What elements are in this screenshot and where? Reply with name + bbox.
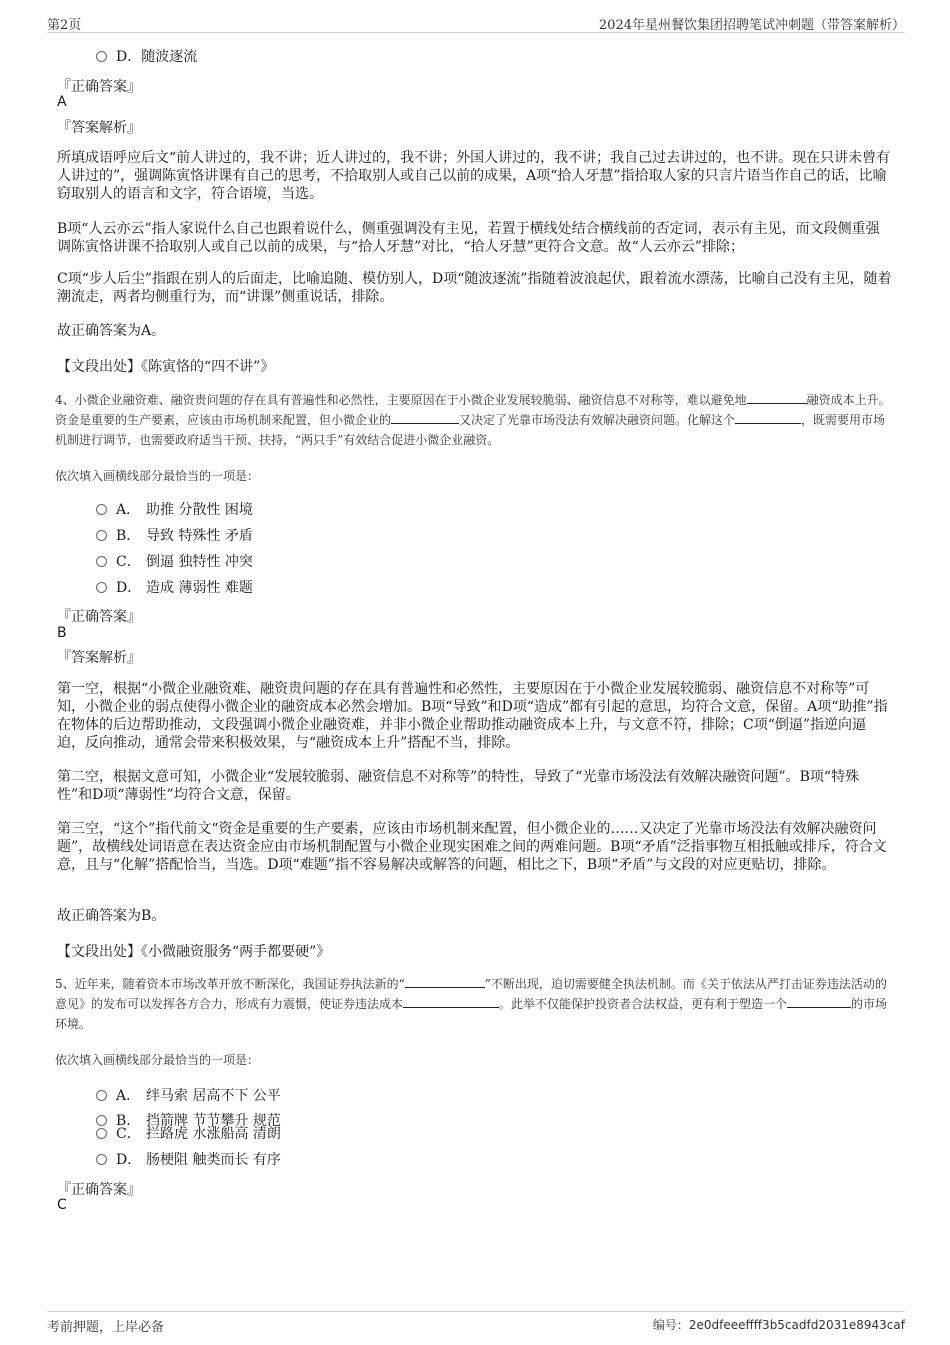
radio-icon[interactable] <box>96 556 107 567</box>
blank-line <box>403 995 499 1008</box>
q3-option-d[interactable]: D．随波逐流 <box>96 47 197 67</box>
question-5-stem: 5、近年来，随着资本市场改革开放不断深化，我国证券执法新的“ ”不断出现，迫切需要健全执法机制。而《关于依法从严打击证券违法活动的意见》的发布可以发挥各方合力，形成有力震慑，使证券违法成本 。此举不仅能保护投资者合法权益，更有利于塑造一个 的市场环境。 <box>55 977 888 1031</box>
page-header <box>47 10 905 33</box>
answer-label: 『正确答案』 <box>57 1182 141 1198</box>
analysis-paragraph: 第三空，“这个”指代前文“资金是重要的生产要素，应该由市场机制来配置，但小微企业的……又决定了光靠市场没法有效解决融资问题”，故横线处词语意在表达资金应由市场机制配置与小微企业现实困难之间的两难问题。B项“矛盾”泛指事物互相抵触或排斥，符合文意，且与“化解”搭配恰当，当选。D项“难题”指不容易解决或解答的问题，相比之下，B项“矛盾”与文段的对应更贴切，排除。 <box>57 821 887 873</box>
source-citation: 【文段出处】《小微融资服务“两手都要硬”》 <box>57 944 331 960</box>
radio-icon[interactable] <box>96 504 107 515</box>
q5-option-a[interactable]: A． 绊马索 居高不下 公平 <box>96 1086 281 1106</box>
radio-icon[interactable] <box>96 1090 107 1101</box>
radio-icon[interactable] <box>96 530 107 541</box>
footer-slogan: 考前押题，上岸必备 <box>47 1320 165 1335</box>
document-id: 编号：2e0dfeeeffff3b5cadfd2031e8943caf <box>652 1318 905 1332</box>
question-4-stem: 4、小微企业融资难、融资贵问题的存在具有普遍性和必然性，主要原因在于小微企业发展较脆弱、融资信息不对称等，难以避免地 融资成本上升。资金是重要的生产要素，应该由市场机制来配置，但小微企业的 又决定了光靠市场没法有效解决融资问题。化解这个 ，既需要用市场机制进行调节，也需要政府适当干预、扶持，“两只手”有效结合促进小微企业融资。 <box>55 393 891 447</box>
answer-value: B <box>57 625 67 641</box>
q5-option-b[interactable]: B． 挡箭牌 节节攀升 规范 <box>96 1111 281 1131</box>
analysis-paragraph: C项“步人后尘”指跟在别人的后面走，比喻追随、模仿别人，D项“随波逐流”指随着波浪起伏，跟着流水漂荡，比喻自己没有主见，随着潮流走，两者均侧重行为，而“讲课”侧重说话，排除。 <box>57 271 892 305</box>
analysis-conclusion: 故正确答案为B。 <box>57 908 166 924</box>
document-title: 2024年星州餐饮集团招聘笔试冲刺题（带答案解析） <box>598 18 905 33</box>
radio-icon[interactable] <box>96 1128 107 1139</box>
radio-icon[interactable] <box>96 1154 107 1165</box>
blank-line <box>405 975 485 988</box>
answer-label: 『正确答案』 <box>57 609 141 625</box>
q4-option-d[interactable]: D． 造成 薄弱性 难题 <box>96 578 253 598</box>
q4-option-c[interactable]: C． 倒逼 独特性 冲突 <box>96 552 253 572</box>
q5-option-c[interactable]: C． 拦路虎 水涨船高 清朗 <box>96 1124 281 1144</box>
q5-option-d[interactable]: D． 肠梗阻 触类而长 有序 <box>96 1150 281 1170</box>
analysis-label: 『答案解析』 <box>57 650 141 666</box>
q4-option-a[interactable]: A． 助推 分散性 困境 <box>96 500 253 520</box>
radio-icon[interactable] <box>96 51 107 62</box>
analysis-paragraph: 第二空，根据文意可知，小微企业“发展较脆弱、融资信息不对称等”的特性，导致了“光靠市场没法有效解决融资问题”。B项“特殊性”和D项“薄弱性”均符合文意，保留。 <box>57 769 860 803</box>
analysis-paragraph: 所填成语呼应后文“前人讲过的，我不讲；近人讲过的，我不讲；外国人讲过的，我不讲；我自己过去讲过的，也不讲。现在只讲未曾有人讲过的”，强调陈寅恪讲课有自己的思考，不拾取别人或自己以前的成果，A项“拾人牙慧”指拾取人家的只言片语当作自己的话，比喻窃取别人的语言和文字，符合语境，当选。 <box>57 150 891 202</box>
question-prompt: 依次填入画横线部分最恰当的一项是： <box>55 1053 260 1067</box>
question-prompt: 依次填入画横线部分最恰当的一项是： <box>55 469 260 483</box>
analysis-conclusion: 故正确答案为A。 <box>57 323 166 339</box>
radio-icon[interactable] <box>96 582 107 593</box>
page-footer <box>47 1311 905 1334</box>
analysis-paragraph: B项“人云亦云”指人家说什么自己也跟着说什么，侧重强调没有主见，若置于横线处结合横线前的否定词，表示有主见，而文段侧重强调陈寅恪讲课不拾取别人或自己以前的成果，与“拾人牙慧”对比，“拾人牙慧”更符合文意。故“人云亦云”排除； <box>57 221 880 255</box>
page-number: 第2页 <box>47 18 82 33</box>
answer-label: 『正确答案』 <box>57 79 141 95</box>
answer-value: A <box>57 94 67 110</box>
analysis-label: 『答案解析』 <box>57 120 141 136</box>
source-citation: 【文段出处】《陈寅恪的“四不讲”》 <box>57 359 275 375</box>
q4-option-b[interactable]: B． 导致 特殊性 矛盾 <box>96 526 253 546</box>
blank-line <box>787 995 851 1008</box>
blank-line <box>735 411 801 424</box>
blank-line <box>747 391 807 404</box>
analysis-paragraph: 第一空，根据“小微企业融资难、融资贵问题的存在具有普遍性和必然性，主要原因在于小微企业发展较脆弱、融资信息不对称等”可知，小微企业的弱点使得小微企业的融资成本必然会增加。B项“导致”和D项“造成”都有引起的意思，均符合文意，保留。A项“助推”指在物体的后边帮助推动，文段强调小微企业融资难，并非小微企业帮助推动融资成本上升，与文意不符，排除；C项“倒逼”指逆向逼迫，反向推动，通常会带来积极效果，与“融资成本上升”搭配不当，排除。 <box>57 681 888 751</box>
blank-line <box>391 411 459 424</box>
answer-value: C <box>57 1197 67 1213</box>
